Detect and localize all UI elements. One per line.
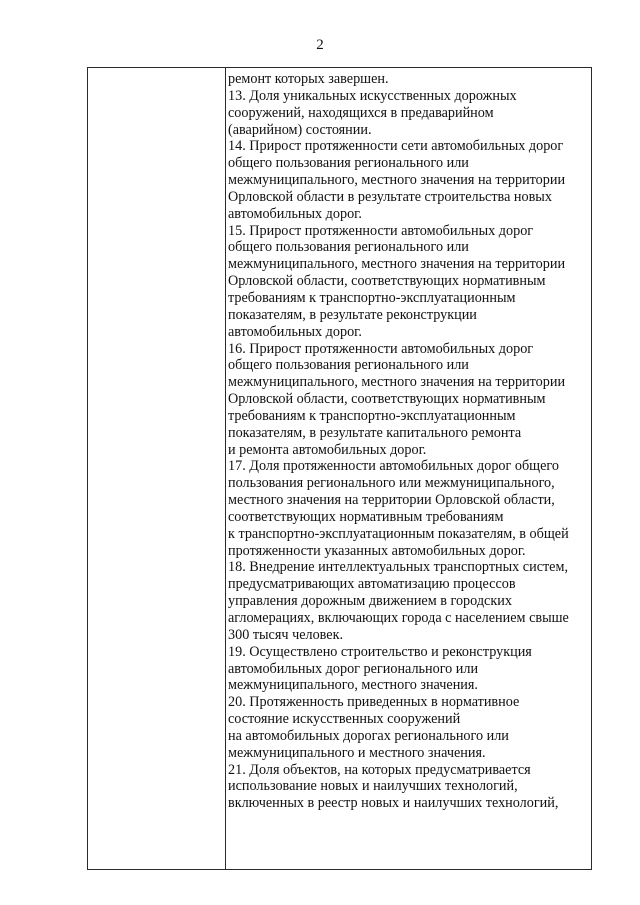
text-line: на автомобильных дорогах регионального или — [228, 727, 509, 744]
text-line: 19. Осуществлено строительство и реконструкция — [228, 643, 532, 660]
text-line: пользования регионального или межмуниципального, — [228, 475, 555, 492]
text-line: 17. Доля протяженности автомобильных дорог общего — [228, 458, 559, 475]
text-line: показателям, в результате реконструкции — [228, 306, 477, 323]
text-line: протяженности указанных автомобильных дорог. — [228, 542, 526, 559]
text-line: 16. Прирост протяженности автомобильных дорог — [228, 340, 534, 357]
text-line: межмуниципального и местного значения. — [228, 744, 486, 761]
text-line: Орловской области в результате строительства новых — [228, 188, 552, 205]
text-line: требованиям к транспортно-эксплуатационным — [228, 407, 516, 424]
text-line: 300 тысяч человек. — [228, 626, 344, 643]
text-line: сооружений, находящихся в предаварийном — [228, 104, 494, 121]
text-line: Орловской области, соответствующих нормативным — [228, 391, 546, 408]
text-line: 15. Прирост протяженности автомобильных дорог — [228, 222, 534, 239]
text-line: 14. Прирост протяженности сети автомобильных дорог — [228, 138, 564, 155]
text-line: управления дорожным движением в городских — [228, 593, 512, 610]
text-line: местного значения на территории Орловской области, — [228, 492, 555, 509]
text-line: общего пользования регионального или — [228, 357, 469, 374]
text-line: состояние искусственных сооружений — [228, 711, 461, 728]
text-line: 20. Протяженность приведенных в нормативное — [228, 694, 520, 711]
text-line: межмуниципального, местного значения на территории — [228, 374, 566, 391]
text-line: автомобильных дорог. — [228, 323, 362, 340]
text-line: предусматривающих автоматизацию процессов — [228, 576, 516, 593]
text-line: ремонт которых завершен. — [228, 71, 389, 87]
indicator-table — [87, 67, 592, 870]
text-line: использование новых и наилучших технологий, — [228, 778, 518, 795]
column-divider — [225, 68, 226, 869]
text-line: общего пользования регионального или — [228, 239, 469, 256]
text-line: к транспортно-эксплуатационным показателям, в общей — [228, 525, 569, 542]
text-line: общего пользования регионального или — [228, 155, 469, 172]
text-line: и ремонта автомобильных дорог. — [228, 441, 427, 458]
text-line: 21. Доля объектов, на которых предусматривается — [228, 761, 531, 778]
text-line: включенных в реестр новых и наилучших технологий, — [228, 795, 559, 812]
text-line: 13. Доля уникальных искусственных дорожных — [228, 87, 517, 104]
text-line: автомобильных дорог. — [228, 205, 362, 222]
text-line: межмуниципального, местного значения на территории — [228, 172, 566, 189]
text-line: 18. Внедрение интеллектуальных транспортных систем, — [228, 559, 569, 576]
text-line: соответствующих нормативным требованиям — [228, 508, 504, 525]
text-line: автомобильных дорог регионального или — [228, 660, 479, 677]
page-number: 2 — [316, 37, 324, 53]
text-line: Орловской области, соответствующих нормативным — [228, 273, 546, 290]
text-line: требованиям к транспортно-эксплуатационным — [228, 289, 516, 306]
indicator-list-cell — [228, 71, 593, 812]
text-line: агломерациях, включающих города с населением свыше — [228, 610, 569, 626]
text-line: показателям, в результате капитального ремонта — [228, 424, 522, 441]
text-line: межмуниципального, местного значения. — [228, 677, 478, 694]
text-line: межмуниципального, местного значения на территории — [228, 256, 566, 273]
text-line: (аварийном) состоянии. — [228, 121, 372, 138]
